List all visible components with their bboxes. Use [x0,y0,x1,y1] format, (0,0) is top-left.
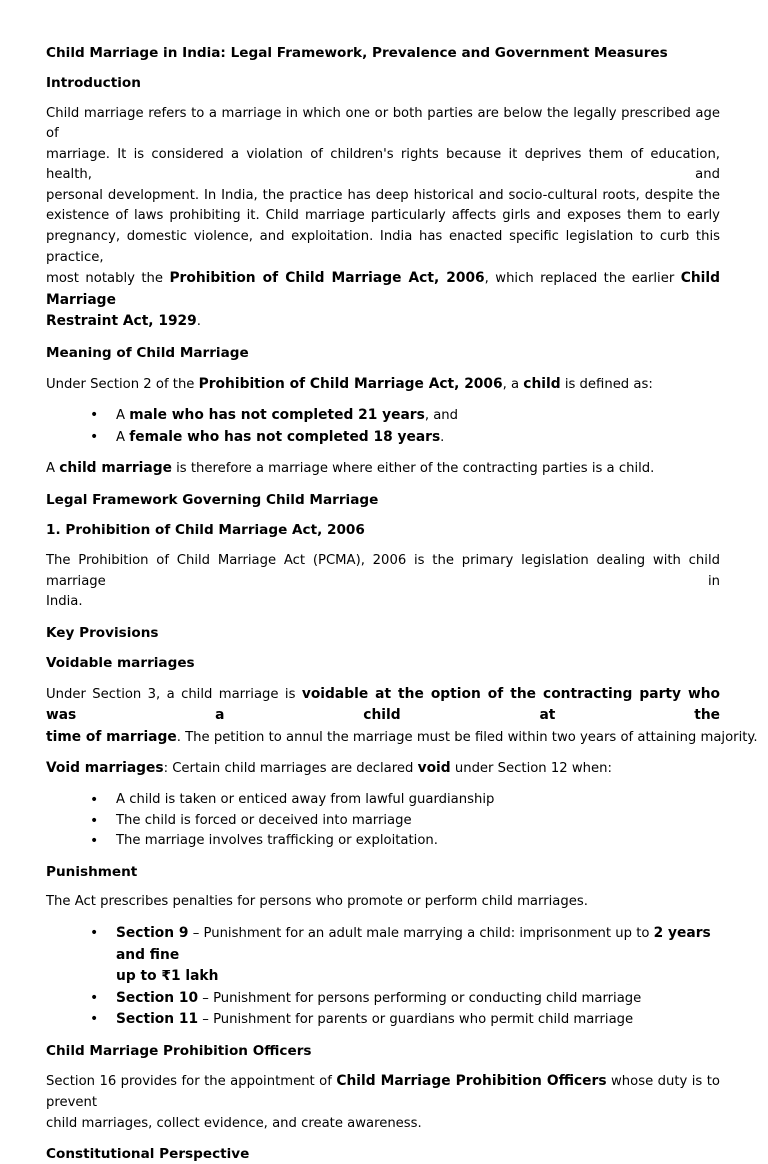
text-run: is therefore a marriage where either of the contracting parties is a child. [171,461,655,477]
bold-section: Section 9 [116,924,189,941]
text-run: – Punishment for persons performing or conducting child marriage [198,990,642,1006]
text-line [46,1071,720,1113]
bold-term: child marriage [59,460,172,477]
intro-paragraph [46,104,720,334]
bold-term: Void marriages [46,760,164,777]
text-run: . The petition to annul the marriage must be filed within two years of attaining majority. [176,729,758,745]
text-run: . [440,429,445,445]
text-run: Section 16 provides for the appointment of [46,1074,337,1090]
heading-legal-framework: Legal Framework Governing Child Marriage [46,491,379,508]
text-run: whose duty is to prevent [46,1074,720,1110]
list-item: • The marriage involves trafficking or exploitation. [46,831,720,852]
meaning-conclusion [46,458,720,480]
text-run: under Section 12 when: [450,761,612,777]
text-run: Under Section 2 of the [46,376,199,392]
text-run: most notably the [46,271,170,287]
bold-term: up to ₹1 lakh [116,968,219,985]
text-line [46,727,758,749]
text-run: – Punishment for an adult male marrying a child: imprisonment up to [188,925,654,941]
bold-act-name: Prohibition of Child Marriage Act, 2006 [198,375,503,392]
list-item: • The child is forced or deceived into marriage [46,811,720,832]
text-run: , a [502,376,524,392]
definition-list [46,405,720,448]
text-line: child marriages, collect evidence, and create awareness. [46,1115,422,1131]
list-item [46,405,720,427]
list-item [46,923,720,988]
heading-punishment: Punishment [46,863,138,880]
heading-meaning: Meaning of Child Marriage [46,345,249,362]
bold-section: Section 10 [116,989,199,1006]
bold-section: Section 11 [116,1011,199,1028]
document-page [46,40,758,1164]
punishment-list [46,923,720,1031]
text-line: marriage. It is considered a violation of children's rights because it deprives them of education, health, and [46,146,720,183]
text-run: : Certain child marriages are declared [163,761,418,777]
text-run: A [116,429,130,445]
bold-act-name: Child Marriage [46,270,720,308]
text-line [46,268,720,311]
heading-key-provisions: Key Provisions [46,624,159,641]
text-line: The Prohibition of Child Marriage Act (PCMA), 2006 is the primary legislation dealing with child marriage in [46,552,720,589]
void-conditions-list [46,790,720,852]
document-title: Child Marriage in India: Legal Framework, Prevalence and Government Measures [46,45,668,61]
bold-term: Child Marriage Prohibition Officers [336,1073,607,1090]
text-run: . [196,314,201,330]
text-run: A [116,408,130,424]
bold-term: void [417,760,451,777]
void-marriages-paragraph [46,758,720,780]
text-run: , which replaced the earlier [484,271,681,287]
bold-term: child [523,375,561,392]
bold-act-name: Restraint Act, 1929 [46,313,197,330]
text-line: pregnancy, domestic violence, and exploitation. India has enacted specific legislation to curb this practice, [46,229,720,265]
bold-term: time of marriage [46,728,177,745]
heading-pcma: 1. Prohibition of Child Marriage Act, 2006 [46,522,365,539]
meaning-paragraph [46,374,720,396]
heading-constitutional-perspective: Constitutional Perspective [46,1146,250,1163]
list-item [46,988,720,1010]
text-run: is defined as: [560,376,653,392]
bold-term: 2 years and fine [116,924,711,963]
bold-act-name: Prohibition of Child Marriage Act, 2006 [169,270,485,287]
text-run: Under Section 3, a child marriage is [46,686,302,702]
heading-prohibition-officers: Child Marriage Prohibition Officers [46,1042,312,1059]
text-line: India. [46,594,83,610]
text-run: – Punishment for parents or guardians who permit child marriage [198,1012,634,1028]
text-run: A [46,461,60,477]
list-item: • A child is taken or enticed away from lawful guardianship [46,790,720,811]
text-line: personal development. In India, the practice has deep historical and socio-cultural roots, despite the [46,187,720,203]
punishment-intro: The Act prescribes penalties for persons who promote or perform child marriages. [46,894,588,910]
text-line [46,684,720,727]
bold-term: voidable at the option of the contracting party who was a child at the [46,685,721,724]
list-item [46,427,720,449]
heading-introduction: Introduction [46,75,141,91]
text-line: existence of laws prohibiting it. Child marriage particularly affects girls and exposes them to early [46,208,720,224]
heading-voidable-marriages: Voidable marriages [46,655,195,672]
bold-term: female who has not completed 18 years [129,428,441,445]
text-line [46,311,720,333]
text-line: Child marriage refers to a marriage in which one or both parties are below the legally prescribed age of [46,105,720,142]
bold-term: male who has not completed 21 years [129,407,425,424]
text-run: , and [424,408,459,424]
list-item [46,1009,720,1031]
